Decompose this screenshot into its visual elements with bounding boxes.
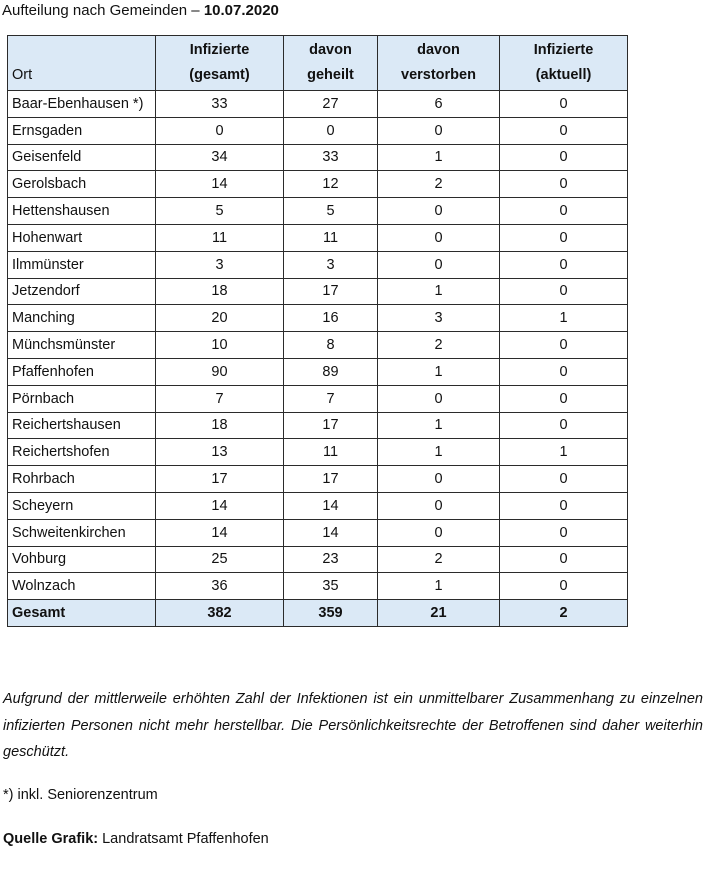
cell-ort: Geisenfeld xyxy=(8,144,156,171)
cell-verstorben: 0 xyxy=(378,492,500,519)
cell-verstorben: 0 xyxy=(378,466,500,493)
cell-ort: Manching xyxy=(8,305,156,332)
table-row xyxy=(8,278,628,305)
cell-verstorben: 3 xyxy=(378,305,500,332)
cell-ort: Wolnzach xyxy=(8,573,156,600)
cell-geheilt: 35 xyxy=(284,573,378,600)
cell-verstorben: 0 xyxy=(378,224,500,251)
table-row xyxy=(8,198,628,225)
table-row xyxy=(8,305,628,332)
cell-geheilt: 16 xyxy=(284,305,378,332)
page-title-text: Aufteilung nach Gemeinden – xyxy=(2,2,204,19)
cell-verstorben: 2 xyxy=(378,332,500,359)
cell-infizierte-aktuell: 0 xyxy=(500,358,628,385)
cell-geheilt: 3 xyxy=(284,251,378,278)
cell-infizierte-aktuell: 0 xyxy=(500,385,628,412)
cell-infizierte-aktuell: 0 xyxy=(500,519,628,546)
table-row xyxy=(8,385,628,412)
table-row xyxy=(8,519,628,546)
cell-verstorben: 2 xyxy=(378,546,500,573)
cell-ort: Pfaffenhofen xyxy=(8,358,156,385)
cell-infizierte-aktuell: 0 xyxy=(500,91,628,118)
cell-infizierte-gesamt: 17 xyxy=(156,466,284,493)
cell-ort: Scheyern xyxy=(8,492,156,519)
cell-infizierte-gesamt: 90 xyxy=(156,358,284,385)
table-row xyxy=(8,117,628,144)
cell-geheilt: 17 xyxy=(284,466,378,493)
cell-infizierte-aktuell: 0 xyxy=(500,144,628,171)
cell-infizierte-aktuell: 0 xyxy=(500,171,628,198)
total-gesamt: 382 xyxy=(156,600,284,627)
cell-verstorben: 0 xyxy=(378,198,500,225)
cell-verstorben: 0 xyxy=(378,251,500,278)
table-row xyxy=(8,439,628,466)
total-aktuell: 2 xyxy=(500,600,628,627)
cell-ort: Rohrbach xyxy=(8,466,156,493)
footnote: *) inkl. Seniorenzentrum xyxy=(3,787,158,803)
cell-infizierte-gesamt: 25 xyxy=(156,546,284,573)
header-ort: Ort xyxy=(8,36,156,91)
table-row xyxy=(8,573,628,600)
table-row xyxy=(8,546,628,573)
table-row xyxy=(8,358,628,385)
total-geheilt: 359 xyxy=(284,600,378,627)
cell-infizierte-gesamt: 18 xyxy=(156,278,284,305)
cell-ort: Münchsmünster xyxy=(8,332,156,359)
cell-infizierte-gesamt: 7 xyxy=(156,385,284,412)
cell-ort: Schweitenkirchen xyxy=(8,519,156,546)
table-total-row xyxy=(8,600,628,627)
source-value: Landratsamt Pfaffenhofen xyxy=(98,831,269,847)
table-row xyxy=(8,251,628,278)
source-label: Quelle Grafik: xyxy=(3,831,99,847)
table-row xyxy=(8,466,628,493)
table-row xyxy=(8,171,628,198)
cell-geheilt: 7 xyxy=(284,385,378,412)
cell-ort: Ilmmünster xyxy=(8,251,156,278)
cell-verstorben: 6 xyxy=(378,91,500,118)
total-verstorben: 21 xyxy=(378,600,500,627)
header-infizierte-gesamt xyxy=(156,36,284,91)
cell-geheilt: 17 xyxy=(284,412,378,439)
cell-infizierte-aktuell: 0 xyxy=(500,332,628,359)
cell-infizierte-aktuell: 0 xyxy=(500,573,628,600)
cell-infizierte-gesamt: 14 xyxy=(156,519,284,546)
cell-geheilt: 12 xyxy=(284,171,378,198)
cell-ort: Jetzendorf xyxy=(8,278,156,305)
cell-infizierte-gesamt: 20 xyxy=(156,305,284,332)
cell-ort: Baar-Ebenhausen *) xyxy=(8,91,156,118)
table-row xyxy=(8,144,628,171)
cell-geheilt: 89 xyxy=(284,358,378,385)
cell-infizierte-aktuell: 0 xyxy=(500,412,628,439)
privacy-note: Aufgrund der mittlerweile erhöhten Zahl der Infektionen ist ein unmittelbarer Zusammenhang zu einzelnen infizierten Personen nicht mehr herstellbar. Die Persönlichkeitsrechte der Betroffenen sind daher weiterhin geschützt. xyxy=(3,691,703,760)
cell-geheilt: 17 xyxy=(284,278,378,305)
header-verstorben xyxy=(378,36,500,91)
cell-infizierte-gesamt: 5 xyxy=(156,198,284,225)
cell-verstorben: 1 xyxy=(378,144,500,171)
header-line: geheilt xyxy=(307,67,354,83)
cell-infizierte-aktuell: 0 xyxy=(500,278,628,305)
cell-infizierte-gesamt: 34 xyxy=(156,144,284,171)
cell-infizierte-aktuell: 1 xyxy=(500,305,628,332)
cell-infizierte-aktuell: 0 xyxy=(500,198,628,225)
table-row xyxy=(8,332,628,359)
cell-verstorben: 2 xyxy=(378,171,500,198)
cell-infizierte-aktuell: 0 xyxy=(500,492,628,519)
cell-verstorben: 0 xyxy=(378,519,500,546)
cell-infizierte-aktuell: 0 xyxy=(500,117,628,144)
cell-ort: Vohburg xyxy=(8,546,156,573)
total-label: Gesamt xyxy=(8,600,156,627)
header-line: Infizierte xyxy=(533,42,594,58)
page-title-date: 10.07.2020 xyxy=(203,2,279,19)
table-row xyxy=(8,412,628,439)
table-row xyxy=(8,492,628,519)
cell-infizierte-gesamt: 0 xyxy=(156,117,284,144)
municipality-table xyxy=(7,35,628,627)
cell-infizierte-gesamt: 3 xyxy=(156,251,284,278)
header-line: (aktuell) xyxy=(535,67,592,83)
cell-ort: Hohenwart xyxy=(8,224,156,251)
cell-ort: Reichertshausen xyxy=(8,412,156,439)
cell-infizierte-aktuell: 0 xyxy=(500,224,628,251)
table-body xyxy=(8,91,628,600)
cell-infizierte-gesamt: 11 xyxy=(156,224,284,251)
cell-infizierte-gesamt: 14 xyxy=(156,171,284,198)
cell-infizierte-gesamt: 36 xyxy=(156,573,284,600)
cell-verstorben: 1 xyxy=(378,278,500,305)
header-infizierte-aktuell xyxy=(500,36,628,91)
cell-geheilt: 0 xyxy=(284,117,378,144)
header-line: (gesamt) xyxy=(189,67,250,83)
cell-geheilt: 5 xyxy=(284,198,378,225)
cell-geheilt: 33 xyxy=(284,144,378,171)
cell-geheilt: 14 xyxy=(284,492,378,519)
cell-ort: Pörnbach xyxy=(8,385,156,412)
cell-ort: Ernsgaden xyxy=(8,117,156,144)
cell-infizierte-gesamt: 18 xyxy=(156,412,284,439)
header-line: davon xyxy=(417,42,460,58)
cell-verstorben: 1 xyxy=(378,439,500,466)
cell-infizierte-aktuell: 0 xyxy=(500,546,628,573)
table-row xyxy=(8,224,628,251)
cell-infizierte-aktuell: 0 xyxy=(500,251,628,278)
cell-ort: Gerolsbach xyxy=(8,171,156,198)
cell-geheilt: 11 xyxy=(284,224,378,251)
header-line: davon xyxy=(309,42,352,58)
cell-geheilt: 27 xyxy=(284,91,378,118)
cell-ort: Reichertshofen xyxy=(8,439,156,466)
cell-verstorben: 1 xyxy=(378,358,500,385)
table-header-row xyxy=(8,36,628,91)
page-title xyxy=(2,0,279,22)
header-line: verstorben xyxy=(401,67,476,83)
cell-infizierte-gesamt: 10 xyxy=(156,332,284,359)
source-line xyxy=(3,828,269,850)
header-geheilt xyxy=(284,36,378,91)
cell-ort: Hettenshausen xyxy=(8,198,156,225)
header-line: Infizierte xyxy=(189,42,250,58)
cell-infizierte-gesamt: 14 xyxy=(156,492,284,519)
cell-verstorben: 1 xyxy=(378,573,500,600)
cell-geheilt: 11 xyxy=(284,439,378,466)
cell-infizierte-gesamt: 33 xyxy=(156,91,284,118)
cell-verstorben: 0 xyxy=(378,117,500,144)
cell-infizierte-aktuell: 0 xyxy=(500,466,628,493)
table-row xyxy=(8,91,628,118)
cell-geheilt: 14 xyxy=(284,519,378,546)
cell-geheilt: 23 xyxy=(284,546,378,573)
cell-infizierte-aktuell: 1 xyxy=(500,439,628,466)
cell-verstorben: 0 xyxy=(378,385,500,412)
cell-infizierte-gesamt: 13 xyxy=(156,439,284,466)
cell-verstorben: 1 xyxy=(378,412,500,439)
cell-geheilt: 8 xyxy=(284,332,378,359)
